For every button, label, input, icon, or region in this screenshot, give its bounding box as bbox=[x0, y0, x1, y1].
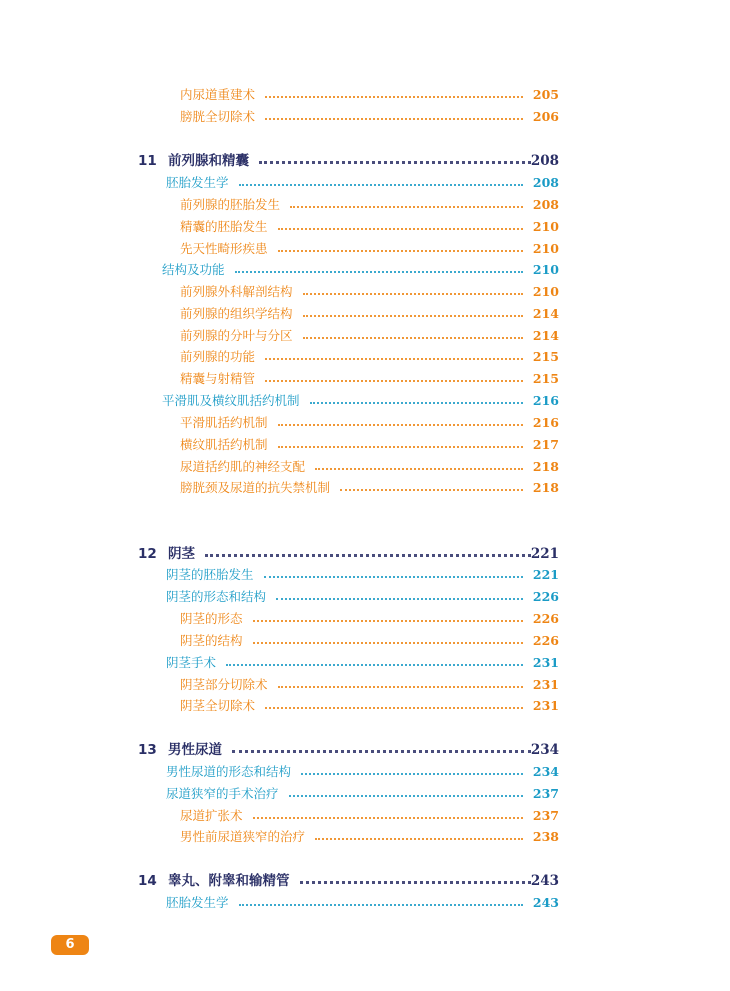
toc-item-page: 218 bbox=[532, 480, 559, 495]
section-title: 结构及功能 bbox=[162, 262, 225, 277]
dot-leader bbox=[310, 402, 523, 404]
section-title: 胚胎发生学 bbox=[166, 895, 229, 910]
toc-item-page: 218 bbox=[532, 459, 559, 474]
dot-leader bbox=[301, 773, 523, 775]
toc-item[interactable] bbox=[180, 216, 559, 238]
toc-item-page: 226 bbox=[532, 633, 559, 648]
section-page: 208 bbox=[532, 175, 559, 190]
section-title: 男性尿道的形态和结构 bbox=[166, 764, 292, 779]
toc-item-title: 阴茎部分切除术 bbox=[180, 677, 268, 692]
toc-item-title: 精囊与射精管 bbox=[180, 371, 256, 386]
toc-item-page: 215 bbox=[532, 371, 559, 386]
toc-section[interactable] bbox=[166, 892, 559, 914]
dot-leader bbox=[264, 576, 523, 578]
toc-item[interactable] bbox=[180, 630, 559, 652]
toc-item-title: 膀胱颈及尿道的抗失禁机制 bbox=[180, 480, 331, 495]
toc-item[interactable] bbox=[180, 194, 559, 216]
toc-item-page: 214 bbox=[532, 306, 559, 321]
chapter-page: 234 bbox=[530, 742, 559, 758]
toc-section[interactable] bbox=[166, 172, 559, 194]
dot-leader bbox=[265, 358, 523, 360]
section-page: 210 bbox=[532, 262, 559, 277]
toc-item-page: 206 bbox=[532, 109, 559, 124]
toc-section[interactable] bbox=[166, 761, 559, 783]
toc-item-title: 尿道括约肌的神经支配 bbox=[180, 459, 306, 474]
dot-leader bbox=[278, 686, 523, 688]
toc-item-page: 210 bbox=[532, 284, 559, 299]
toc-section[interactable] bbox=[166, 586, 559, 608]
section-page: 231 bbox=[532, 655, 559, 670]
dot-leader bbox=[205, 554, 531, 557]
toc-section[interactable] bbox=[166, 652, 559, 674]
toc-item-title: 尿道扩张术 bbox=[180, 808, 243, 823]
section-title: 平滑肌及横纹肌括约机制 bbox=[162, 393, 300, 408]
dot-leader bbox=[265, 96, 523, 98]
chapter-title: 睾丸、附睾和输精管 bbox=[168, 873, 290, 889]
dot-leader bbox=[289, 795, 523, 797]
dot-leader bbox=[303, 315, 523, 317]
section-title: 阴茎的形态和结构 bbox=[166, 589, 267, 604]
toc-item-page: 237 bbox=[532, 808, 559, 823]
toc-item-page: 231 bbox=[532, 698, 559, 713]
dot-leader bbox=[265, 118, 523, 120]
toc-item[interactable] bbox=[180, 281, 559, 303]
chapter-number: 14 bbox=[138, 873, 157, 889]
chapter-page: 243 bbox=[530, 873, 559, 889]
dot-leader bbox=[290, 206, 523, 208]
toc-chapter[interactable] bbox=[138, 870, 559, 892]
toc-item-title: 前列腺的组织学结构 bbox=[180, 306, 293, 321]
toc-section[interactable] bbox=[162, 259, 559, 281]
toc-item-title: 内尿道重建术 bbox=[180, 87, 256, 102]
dot-leader bbox=[226, 664, 523, 666]
toc-item-title: 先天性畸形疾患 bbox=[180, 241, 268, 256]
toc-chapter[interactable] bbox=[138, 543, 559, 565]
section-page: 226 bbox=[532, 589, 559, 604]
dot-leader bbox=[253, 620, 523, 622]
dot-leader bbox=[278, 228, 523, 230]
toc-item-title: 横纹肌括约机制 bbox=[180, 437, 268, 452]
toc-item-title: 前列腺的功能 bbox=[180, 349, 256, 364]
section-title: 尿道狭窄的手术治疗 bbox=[166, 786, 279, 801]
toc-item-title: 前列腺的分叶与分区 bbox=[180, 328, 293, 343]
dot-leader bbox=[253, 642, 523, 644]
section-title: 阴茎的胚胎发生 bbox=[166, 567, 254, 582]
dot-leader bbox=[276, 598, 523, 600]
dot-leader bbox=[259, 161, 531, 164]
toc-item[interactable] bbox=[180, 456, 559, 478]
dot-leader bbox=[239, 904, 523, 906]
toc-item-page: 226 bbox=[532, 611, 559, 626]
chapter-title: 男性尿道 bbox=[168, 742, 222, 758]
dot-leader bbox=[239, 184, 523, 186]
toc-item[interactable] bbox=[180, 477, 559, 499]
dot-leader bbox=[303, 293, 523, 295]
toc-item[interactable] bbox=[180, 368, 559, 390]
toc-item-title: 阴茎的形态 bbox=[180, 611, 243, 626]
toc-item[interactable] bbox=[180, 412, 559, 434]
dot-leader bbox=[278, 250, 523, 252]
section-title: 胚胎发生学 bbox=[166, 175, 229, 190]
toc-item-title: 前列腺的胚胎发生 bbox=[180, 197, 281, 212]
section-page: 234 bbox=[532, 764, 559, 779]
toc-item[interactable] bbox=[180, 346, 559, 368]
toc-chapter[interactable] bbox=[138, 739, 559, 761]
chapter-number: 12 bbox=[138, 546, 157, 562]
dot-leader bbox=[235, 271, 523, 273]
page-number-badge: 6 bbox=[51, 935, 89, 955]
toc-item-page: 216 bbox=[532, 415, 559, 430]
toc-item-page: 238 bbox=[532, 829, 559, 844]
toc-item-title: 平滑肌括约机制 bbox=[180, 415, 268, 430]
toc-item[interactable] bbox=[180, 325, 559, 347]
toc-item[interactable] bbox=[180, 805, 559, 827]
section-page: 216 bbox=[532, 393, 559, 408]
toc-section[interactable] bbox=[166, 564, 559, 586]
section-page: 221 bbox=[532, 567, 559, 582]
toc-item-title: 膀胱全切除术 bbox=[180, 109, 256, 124]
toc-item-page: 210 bbox=[532, 219, 559, 234]
section-page: 243 bbox=[532, 895, 559, 910]
dot-leader bbox=[232, 750, 531, 753]
dot-leader bbox=[315, 468, 523, 470]
dot-leader bbox=[278, 424, 523, 426]
toc-item-title: 阴茎全切除术 bbox=[180, 698, 256, 713]
chapter-title: 前列腺和精囊 bbox=[168, 153, 249, 169]
chapter-title: 阴茎 bbox=[168, 546, 195, 562]
toc-item-page: 231 bbox=[532, 677, 559, 692]
chapter-number: 13 bbox=[138, 742, 157, 758]
toc-item[interactable] bbox=[180, 608, 559, 630]
toc-item[interactable] bbox=[180, 695, 559, 717]
dot-leader bbox=[340, 489, 523, 491]
toc-item[interactable] bbox=[180, 106, 559, 128]
section-page: 237 bbox=[532, 786, 559, 801]
toc-item-page: 214 bbox=[532, 328, 559, 343]
toc-chapter[interactable] bbox=[138, 150, 559, 172]
toc-section[interactable] bbox=[166, 783, 559, 805]
chapter-number: 11 bbox=[138, 153, 157, 169]
toc-item-page: 215 bbox=[532, 349, 559, 364]
toc-item-page: 217 bbox=[532, 437, 559, 452]
toc-item-title: 精囊的胚胎发生 bbox=[180, 219, 268, 234]
toc-item[interactable] bbox=[180, 303, 559, 325]
toc-item-page: 210 bbox=[532, 241, 559, 256]
toc-item-title: 男性前尿道狭窄的治疗 bbox=[180, 829, 306, 844]
section-title: 阴茎手术 bbox=[166, 655, 217, 670]
toc-item[interactable] bbox=[180, 84, 559, 106]
toc-item-title: 阴茎的结构 bbox=[180, 633, 243, 648]
dot-leader bbox=[303, 337, 523, 339]
dot-leader bbox=[300, 881, 531, 884]
dot-leader bbox=[265, 380, 523, 382]
toc-item-page: 205 bbox=[532, 87, 559, 102]
toc-item-title: 前列腺外科解剖结构 bbox=[180, 284, 293, 299]
dot-leader bbox=[253, 817, 523, 819]
toc-item-page: 208 bbox=[532, 197, 559, 212]
toc-item[interactable] bbox=[180, 674, 559, 696]
toc-section[interactable] bbox=[162, 390, 559, 412]
chapter-page: 208 bbox=[530, 153, 559, 169]
chapter-page: 221 bbox=[530, 546, 559, 562]
dot-leader bbox=[265, 707, 523, 709]
toc-item[interactable] bbox=[180, 826, 559, 848]
toc-item[interactable] bbox=[180, 434, 559, 456]
toc-item[interactable] bbox=[180, 238, 559, 260]
dot-leader bbox=[315, 838, 523, 840]
dot-leader bbox=[278, 446, 523, 448]
